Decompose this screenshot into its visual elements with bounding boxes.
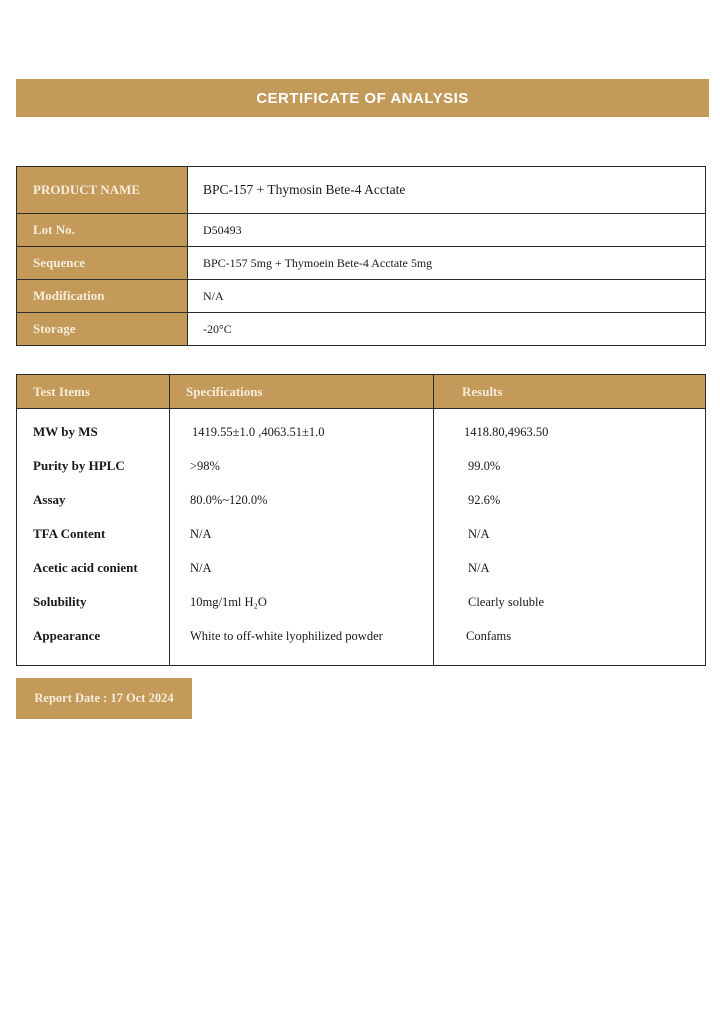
info-row-sequence [17, 247, 706, 280]
certificate-title-banner [16, 79, 709, 117]
product-info-table [16, 166, 706, 346]
table-row [17, 585, 706, 619]
table-row [17, 551, 706, 585]
specification: N/A [170, 551, 434, 585]
report-date-badge [16, 678, 192, 719]
info-label: Lot No. [17, 214, 188, 247]
info-value: N/A [188, 280, 706, 313]
specification: >98% [170, 449, 434, 483]
specification: 80.0%~120.0% [170, 483, 434, 517]
test-item: Assay [33, 492, 66, 507]
result: Clearly soluble [434, 585, 706, 619]
info-label: Sequence [17, 247, 188, 280]
result: 1418.80,4963.50 [434, 409, 706, 450]
test-item: Purity by HPLC [33, 458, 125, 473]
result: Confams [434, 619, 706, 666]
info-value: BPC-157 5mg + Thymoein Bete-4 Acctate 5mg [188, 247, 706, 280]
test-item: TFA Content [33, 526, 106, 541]
info-value: BPC-157 + Thymosin Bete-4 Acctate [188, 167, 706, 214]
info-value: -20°C [188, 313, 706, 346]
result: N/A [434, 551, 706, 585]
info-value: D50493 [188, 214, 706, 247]
report-date: Report Date : 17 Oct 2024 [34, 691, 174, 705]
test-item: Appearance [33, 628, 101, 643]
specification: 10mg/1ml H₂O [170, 585, 434, 619]
info-label: PRODUCT NAME [17, 167, 188, 214]
info-label: Storage [17, 313, 188, 346]
info-row-modification [17, 280, 706, 313]
test-results-table [16, 374, 706, 666]
info-label: Modification [17, 280, 188, 313]
results-header-row [17, 375, 706, 409]
info-row-lot-no [17, 214, 706, 247]
info-row-storage [17, 313, 706, 346]
table-row [17, 483, 706, 517]
certificate-title: CERTIFICATE OF ANALYSIS [256, 89, 469, 107]
table-row [17, 409, 706, 450]
header-specifications: Specifications [170, 375, 434, 409]
header-results: Results [434, 375, 706, 409]
result: 99.0% [434, 449, 706, 483]
header-test-items: Test Items [17, 375, 170, 409]
specification: 1419.55±1.0 ,4063.51±1.0 [170, 409, 434, 450]
specification: N/A [170, 517, 434, 551]
table-row [17, 619, 706, 666]
test-item: Solubility [33, 594, 87, 609]
specification: White to off-white lyophilized powder [170, 619, 434, 666]
test-item: MW by MS [33, 424, 98, 439]
result: 92.6% [434, 483, 706, 517]
table-row [17, 449, 706, 483]
test-item: Acetic acid conient [33, 560, 138, 575]
info-row-product-name [17, 167, 706, 214]
result: N/A [434, 517, 706, 551]
table-row [17, 517, 706, 551]
